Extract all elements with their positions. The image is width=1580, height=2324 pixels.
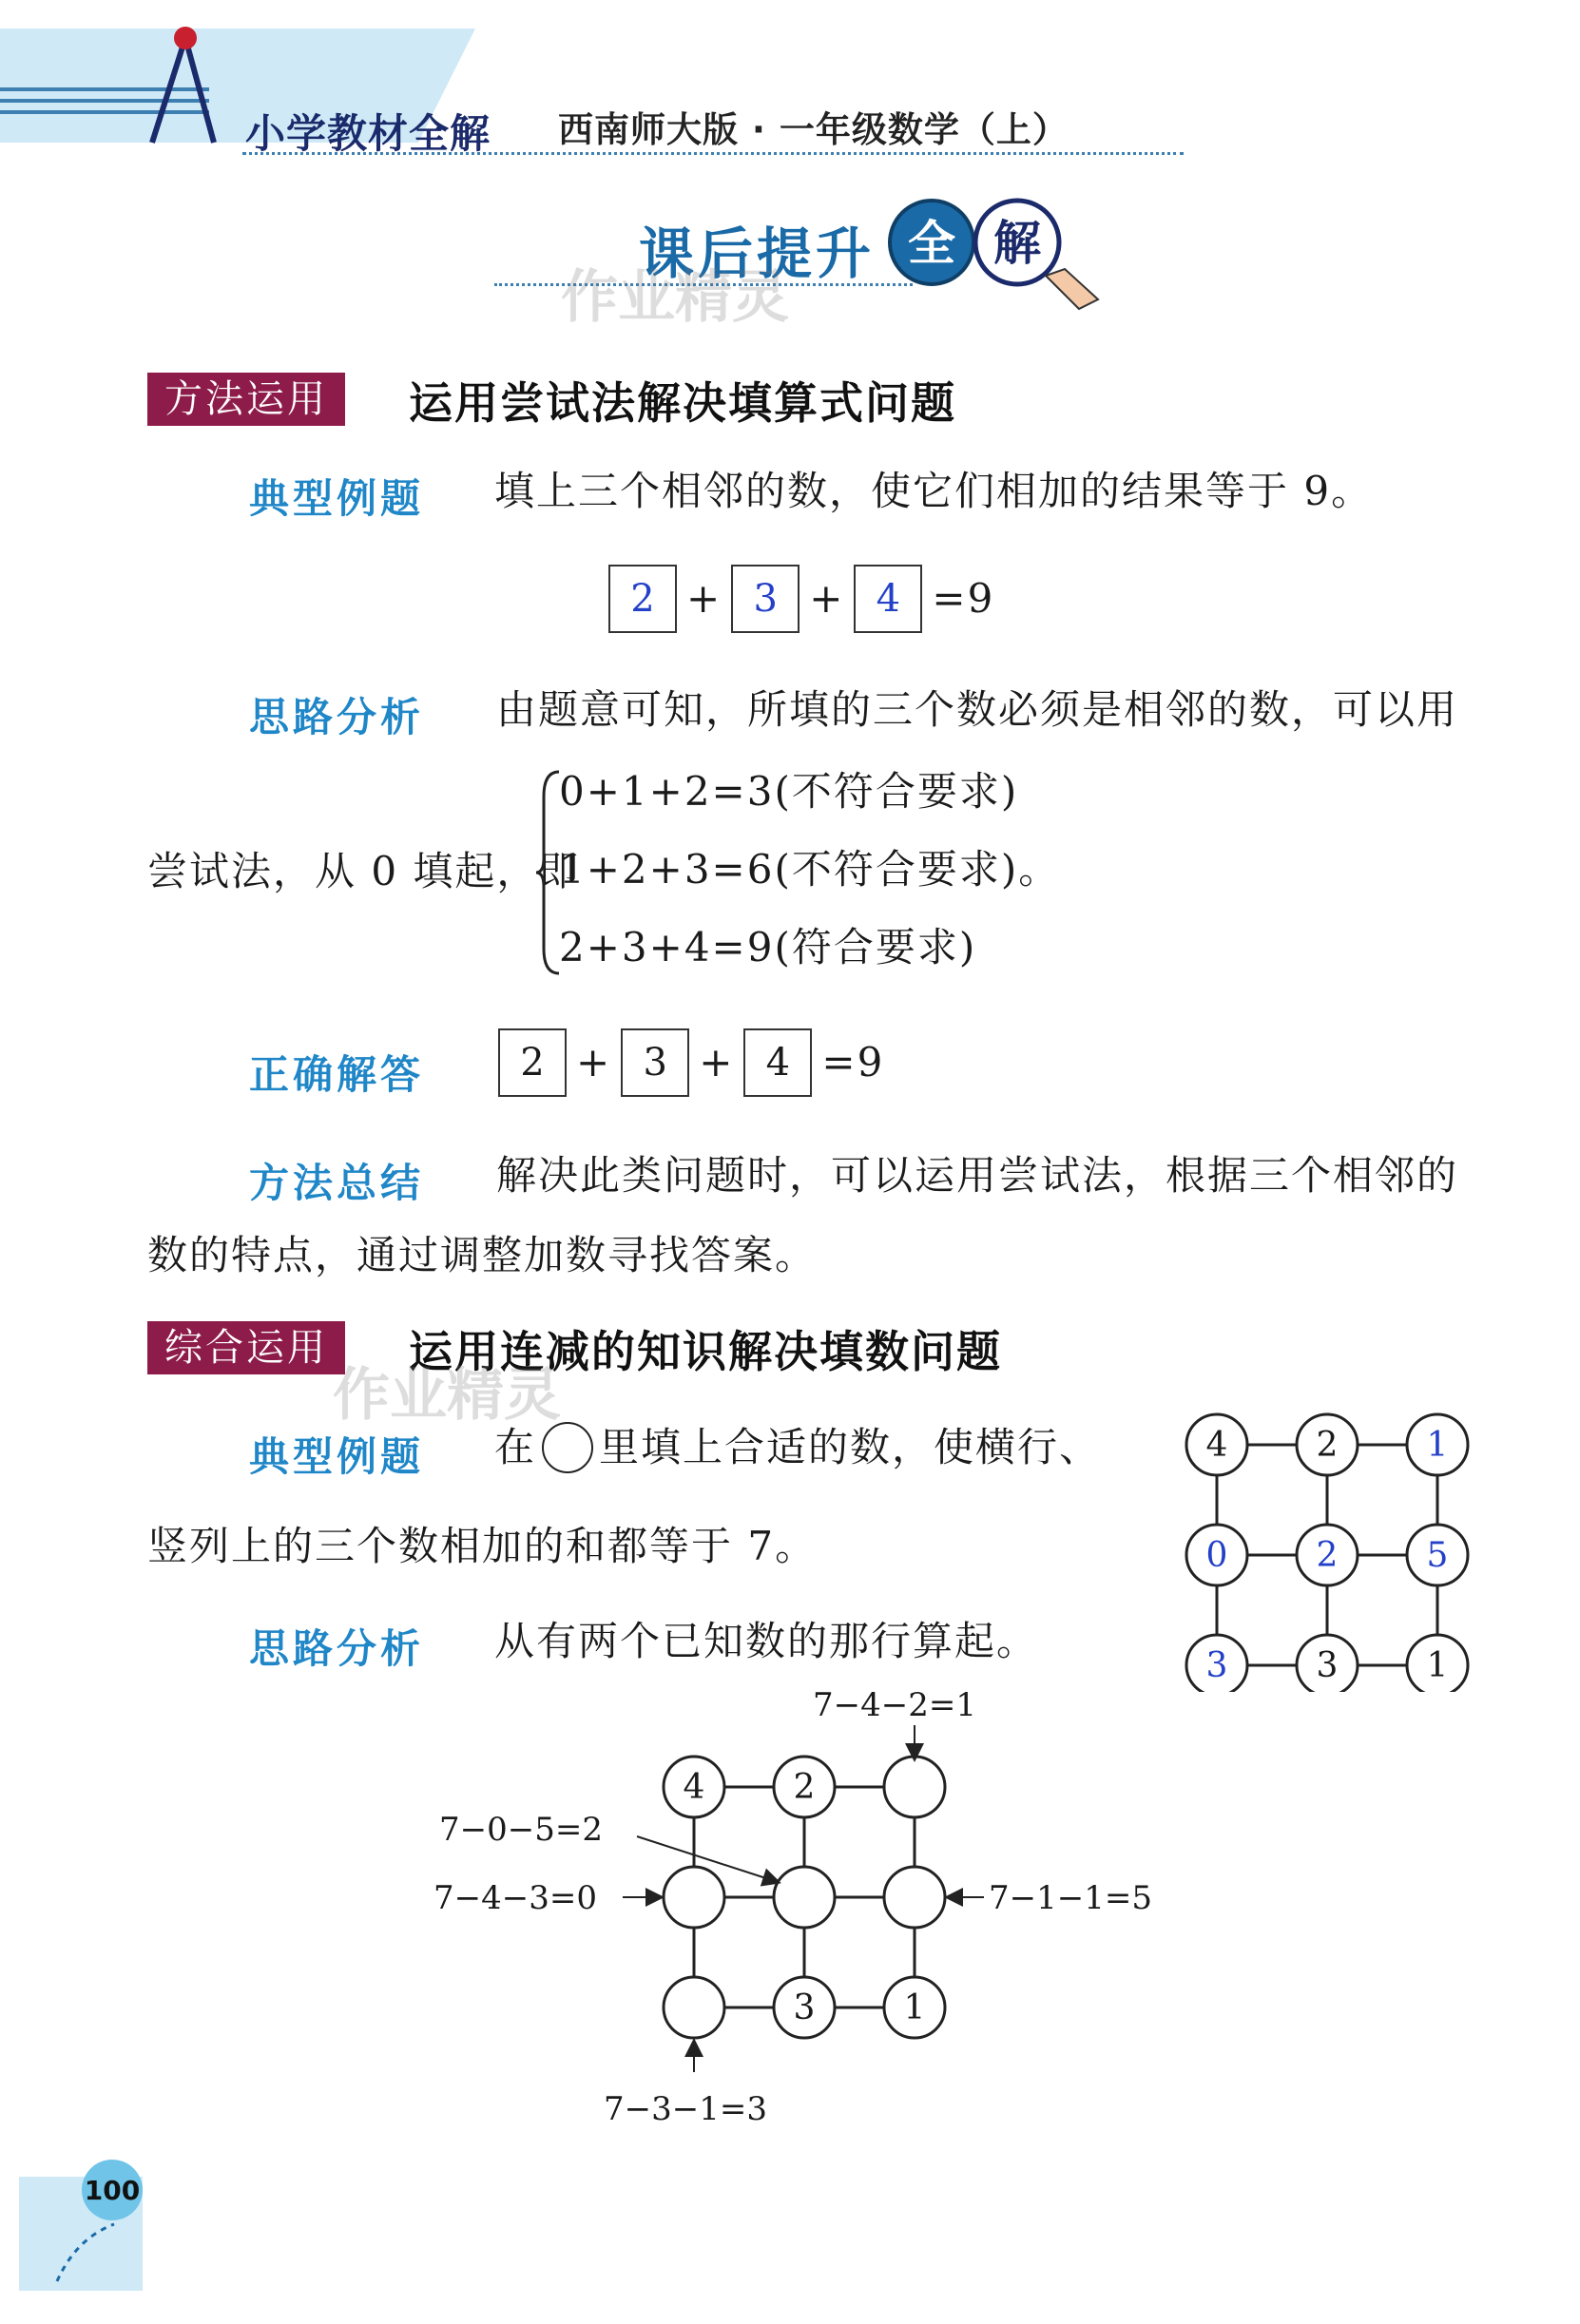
section1-example-text: 填上三个相邻的数，使它们相加的结果等于 9。 <box>494 468 1374 514</box>
badge-char-1: 全 <box>908 216 955 271</box>
eq-result: =9 <box>932 575 995 622</box>
banner-title: 课后提升 <box>639 221 876 286</box>
answer-grid <box>1179 1407 1483 1692</box>
explain-grid-value-0-1: 2 <box>793 1768 816 1807</box>
eq-box-3: 4 <box>854 565 922 633</box>
section2-analysis-text: 从有两个已知数的那行算起。 <box>494 1618 1039 1664</box>
explain-grid-value-0-0: 4 <box>683 1768 705 1807</box>
edition-label: 西南师大版 · 一年级数学（上） <box>558 109 1069 150</box>
explain-grid-circle-2-0 <box>664 1977 724 2038</box>
explanation-diagram <box>418 1682 1198 2129</box>
plus-sign: + <box>576 1039 612 1085</box>
answer-box-1: 2 <box>498 1028 567 1097</box>
explain-grid-circle-0-2 <box>884 1757 945 1817</box>
answer-box-3: 4 <box>743 1028 812 1097</box>
explain-grid-circle-1-1 <box>774 1867 835 1928</box>
analysis-lines <box>559 753 1060 987</box>
calc-top: 7−4−2=1 <box>813 1686 976 1724</box>
magnifier-hand-icon <box>1046 269 1098 309</box>
answer-result: =9 <box>821 1039 885 1085</box>
section1-tag: 方法运用 <box>147 373 345 426</box>
section2-title: 运用连减的知识解决填数问题 <box>409 1326 1002 1377</box>
analysis-lead: 尝试法，从 0 填起，即 <box>147 848 581 894</box>
equation-example <box>608 565 994 633</box>
answer-grid-value-1-2: 5 <box>1426 1536 1449 1575</box>
badge-char-2: 解 <box>993 216 1041 271</box>
section2-tag: 综合运用 <box>147 1321 345 1374</box>
answer-grid-value-1-0: 0 <box>1205 1536 1228 1575</box>
answer-grid-value-0-2: 1 <box>1426 1426 1449 1465</box>
section1-answer-label: 正确解答 <box>249 1051 425 1098</box>
answer-grid-value-2-0: 3 <box>1205 1646 1228 1685</box>
explain-grid-circle-1-2 <box>884 1867 945 1928</box>
answer-grid-value-0-1: 2 <box>1316 1426 1339 1465</box>
section1-title: 运用尝试法解决填算式问题 <box>409 377 956 429</box>
watermark: 作业精灵 <box>333 1362 561 1429</box>
analysis-line-2: 1+2+3=6(不符合要求)。 <box>559 846 1061 893</box>
explain-grid-value-2-2: 1 <box>903 1988 926 2027</box>
example-post: 里填上合适的数，使横行、 <box>599 1424 1102 1470</box>
header-divider <box>242 152 1184 155</box>
section2-example-text-2: 竖列上的三个数相加的和都等于 7。 <box>147 1523 818 1569</box>
calc-diag: 7−0−5=2 <box>439 1811 603 1849</box>
section1-example-label: 典型例题 <box>249 475 425 522</box>
blank-circle-icon <box>542 1422 593 1473</box>
eq-box-1: 2 <box>608 565 677 633</box>
section1-analysis-text: 由题意可知，所填的三个数必须是相邻的数，可以用 <box>496 686 1459 733</box>
calc-left: 7−4−3=0 <box>434 1879 597 1917</box>
plus-sign: + <box>699 1039 735 1085</box>
calc-right: 7−1−1=5 <box>989 1879 1152 1917</box>
eq-box-2: 3 <box>731 565 800 633</box>
summary-text-2: 数的特点，通过调整加数寻找答案。 <box>147 1232 818 1278</box>
summary-text-1: 解决此类问题时，可以运用尝试法，根据三个相邻的 <box>496 1152 1459 1199</box>
plus-sign: + <box>809 575 845 622</box>
page-number: 100 <box>82 2160 143 2220</box>
example-pre: 在 <box>494 1424 537 1470</box>
answer-grid-value-0-0: 4 <box>1205 1426 1228 1465</box>
explain-grid-value-2-1: 3 <box>793 1988 816 2027</box>
section1-summary-label: 方法总结 <box>249 1160 425 1206</box>
answer-grid-value-1-1: 2 <box>1316 1536 1339 1575</box>
banner-badge <box>884 195 1112 328</box>
answer-box-2: 3 <box>621 1028 689 1097</box>
analysis-line-1: 0+1+2=3(不符合要求) <box>559 768 1019 815</box>
equation-answer <box>498 1028 884 1097</box>
brand-title: 小学教材全解 <box>245 110 491 157</box>
watermark: 作业精灵 <box>561 264 789 331</box>
calc-bottom: 7−3−1=3 <box>604 2090 767 2128</box>
section2-example-label: 典型例题 <box>249 1433 425 1480</box>
section1-analysis-label: 思路分析 <box>249 694 425 740</box>
section2-analysis-label: 思路分析 <box>249 1625 425 1672</box>
plus-sign: + <box>686 575 723 622</box>
explain-grid-circle-1-0 <box>664 1867 724 1928</box>
answer-grid-value-2-1: 3 <box>1316 1646 1339 1685</box>
analysis-line-3: 2+3+4=9(符合要求) <box>559 924 977 970</box>
section2-example-text-1 <box>494 1420 1101 1475</box>
answer-grid-value-2-2: 1 <box>1426 1646 1449 1685</box>
